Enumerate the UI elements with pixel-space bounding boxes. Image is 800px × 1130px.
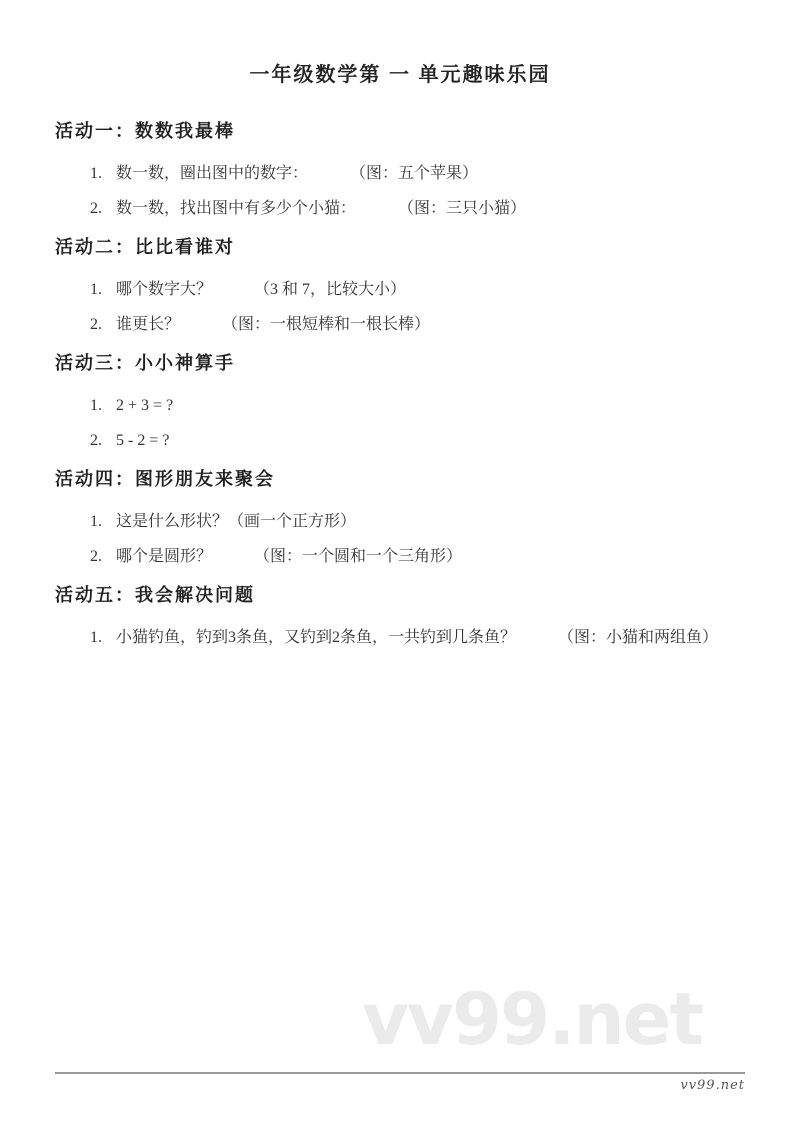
activity-section-4 <box>55 467 745 568</box>
activity-section-3 <box>55 351 745 452</box>
item-text: 哪个数字大？ <box>116 281 213 298</box>
item-hint: （3 和 7，比较大小） <box>254 281 407 298</box>
item-hint: （图：五个苹果） <box>350 165 479 182</box>
activity-heading: 活动五：我会解决问题 <box>55 585 255 605</box>
activity-section-5 <box>55 583 745 649</box>
item-number: 2. <box>90 548 102 565</box>
item-number: 1. <box>90 513 102 530</box>
item-text: 小猫钓鱼，钓到3条鱼，又钓到2条鱼，一共钓到几条鱼？ <box>116 629 517 646</box>
item-hint: （图：三只小猫） <box>398 200 527 217</box>
item-number: 1. <box>90 629 102 646</box>
list-item <box>90 163 745 185</box>
item-text: 这是什么形状？（画一个正方形） <box>116 513 357 530</box>
item-hint: （图：小猫和两组鱼） <box>558 629 719 646</box>
list-item <box>90 627 745 649</box>
item-number: 1. <box>90 165 102 182</box>
activity-section-2 <box>55 235 745 336</box>
item-text: 谁更长？ <box>116 316 181 333</box>
activity-section-1 <box>55 119 745 220</box>
list-item <box>90 314 745 336</box>
item-number: 2. <box>90 432 102 449</box>
activity-heading: 活动二：比比看谁对 <box>55 237 235 257</box>
watermark-text: vv99.net <box>362 977 702 1061</box>
footer-site-text: vv99.net <box>680 1078 745 1093</box>
activity-heading: 活动一：数数我最棒 <box>55 121 235 141</box>
list-item <box>90 395 745 417</box>
item-number: 2. <box>90 200 102 217</box>
item-number: 1. <box>90 281 102 298</box>
item-hint: （图：一个圆和一个三角形） <box>254 548 463 565</box>
item-text: 数一数，找出图中有多少个小猫： <box>116 200 357 217</box>
activity-heading: 活动四：图形朋友来聚会 <box>55 469 275 489</box>
item-hint: （图：一根短棒和一根长棒） <box>222 316 431 333</box>
page-footer <box>55 1072 745 1094</box>
list-item <box>90 511 745 533</box>
list-item <box>90 279 745 301</box>
activity-heading: 活动三：小小神算手 <box>55 353 235 373</box>
list-item <box>90 546 745 568</box>
item-text: 数一数，圈出图中的数字： <box>116 165 309 182</box>
item-text: 2 + 3 = ? <box>116 397 174 414</box>
item-number: 1. <box>90 397 102 414</box>
list-item <box>90 430 745 452</box>
page-title: 一年级数学第 一 单元趣味乐园 <box>249 64 551 86</box>
item-text: 5 - 2 = ? <box>116 432 170 449</box>
item-number: 2. <box>90 316 102 333</box>
list-item <box>90 198 745 220</box>
item-text: 哪个是圆形？ <box>116 548 213 565</box>
